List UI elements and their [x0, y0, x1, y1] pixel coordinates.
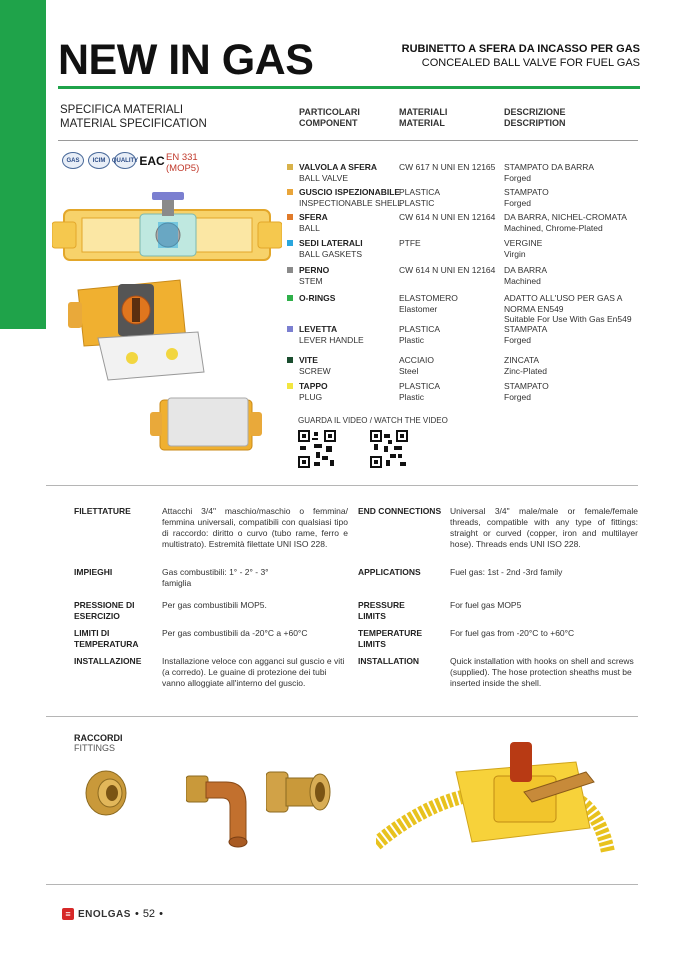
detail-text-en: Fuel gas: 1st - 2nd -3rd family	[450, 567, 563, 577]
material-en: Plastic	[399, 334, 425, 345]
component-en: STEM	[299, 275, 323, 286]
component-it: VALVOLA A SFERA	[299, 162, 378, 172]
footer	[62, 908, 163, 920]
detail-text-it: Per gas combustibili MOP5.	[162, 600, 267, 610]
col-head-material	[399, 107, 447, 129]
page-title: NEW IN GAS	[58, 36, 314, 84]
component-en: BALL	[299, 222, 320, 233]
description-it: STAMPATO	[504, 381, 549, 391]
description-it: STAMPATO	[504, 187, 549, 197]
color-swatch	[287, 214, 293, 220]
standard-label	[166, 152, 199, 174]
description-it: DA BARRA	[504, 265, 547, 275]
color-swatch	[287, 357, 293, 363]
material-it: PLASTICA	[399, 324, 441, 334]
page-number: 52	[142, 908, 156, 920]
color-swatch	[287, 383, 293, 389]
eac-cert-icon: EAC	[139, 153, 165, 168]
component-en: BALL GASKETS	[299, 248, 362, 259]
col-head-component-it: PARTICOLARI	[299, 107, 360, 117]
section-divider	[46, 485, 638, 486]
material-en: PLASTIC	[399, 197, 435, 208]
material-it: ELASTOMERO	[399, 293, 458, 303]
color-swatch	[287, 267, 293, 273]
standard-line1: EN 331	[166, 152, 198, 163]
spec-divider	[58, 140, 638, 141]
detail-label-en: APPLICATIONS	[358, 567, 421, 577]
component-en: PLUG	[299, 391, 323, 402]
nut-fitting-illustration	[84, 768, 128, 818]
detail-label-it: LIMITI DI TEMPERATURA	[74, 628, 139, 649]
col-head-material-en: MATERIAL	[399, 118, 445, 128]
footer-brand: ENOLGAS	[78, 908, 131, 920]
component-it: SFERA	[299, 212, 328, 222]
product-name	[402, 43, 640, 69]
description-en: Suitable For Use With Gas En549	[504, 314, 632, 324]
material-it: PTFE	[399, 238, 421, 248]
col-head-component-en: COMPONENT	[299, 118, 358, 128]
valve-box-open-illustration	[68, 276, 208, 384]
component-en: INSPECTIONABLE SHELL	[299, 197, 402, 208]
material-it: CW 617 N UNI EN 12165	[399, 162, 496, 172]
color-swatch	[287, 189, 293, 195]
description-it: DA BARRA, NICHEL-CROMATA	[504, 212, 627, 222]
elbow-fitting-illustration	[186, 772, 258, 850]
component-en: BALL VALVE	[299, 172, 348, 183]
spec-title-en: MATERIAL SPECIFICATION	[60, 118, 207, 130]
col-head-component	[299, 107, 360, 129]
valve-cutaway-illustration	[52, 192, 282, 268]
description-en: Forged	[504, 172, 531, 183]
fittings-title	[74, 733, 123, 753]
color-swatch	[287, 240, 293, 246]
bullet-icon: •	[159, 908, 163, 920]
description-it: STAMPATA	[504, 324, 548, 334]
detail-text-it: Gas combustibili: 1° - 2° - 3° famiglia	[162, 567, 269, 588]
detail-text-en: Quick installation with hooks on shell and screws (supplied). The hose protection sheaths must be inserted inside the shell.	[450, 656, 634, 688]
standard-line2: (MOP5)	[166, 163, 200, 174]
detail-text-it: Per gas combustibili da -20°C a +60°C	[162, 628, 308, 638]
description-en: Zinc-Plated	[504, 365, 547, 376]
detail-label-en: END CONNECTIONS	[358, 506, 442, 516]
qr-code-icon[interactable]	[298, 430, 336, 468]
fittings-title-en: FITTINGS	[74, 743, 115, 753]
product-name-en: CONCEALED BALL VALVE FOR FUEL GAS	[421, 57, 640, 69]
qr-code-icon[interactable]	[370, 430, 408, 468]
female-elbow-fitting-illustration	[266, 768, 332, 820]
detail-text-it: Installazione veloce con agganci sul guscio e viti (a corredo). Le guaine di protezione dei tubi vanno alloggiate all'interno del guscio.	[162, 656, 345, 688]
product-name-it: RUBINETTO A SFERA DA INCASSO PER GAS	[401, 43, 640, 55]
color-swatch	[287, 164, 293, 170]
description-en: Virgin	[504, 248, 526, 259]
detail-text-en: Universal 3/4" male/male or female/female threads, compatible with any type of fittings: straight or curved (copper, iron and multilayer hose). Threads ends UNI ISO 228.	[450, 506, 638, 549]
description-it: VERGINE	[504, 238, 543, 248]
installed-valve-illustration	[376, 732, 630, 870]
material-en: Steel	[399, 365, 419, 376]
component-it: LEVETTA	[299, 324, 338, 334]
description-it: STAMPATO DA BARRA	[504, 162, 595, 172]
description-en: Machined, Chrome-Plated	[504, 222, 603, 233]
detail-label-en: TEMPERATURE LIMITS	[358, 628, 423, 649]
component-en: LEVER HANDLE	[299, 334, 364, 345]
col-head-description-en: DESCRIPTION	[504, 118, 566, 128]
component-it: TAPPO	[299, 381, 328, 391]
description-en: Forged	[504, 391, 531, 402]
component-it: VITE	[299, 355, 318, 365]
component-it: PERNO	[299, 265, 330, 275]
icim-cert-icon: ICIM	[88, 152, 110, 169]
enolgas-logo-icon: ≡	[62, 908, 74, 920]
certification-logos	[62, 152, 164, 169]
col-head-description	[504, 107, 566, 129]
col-head-description-it: DESCRIZIONE	[504, 107, 566, 117]
color-swatch	[287, 326, 293, 332]
detail-label-en: PRESSURE LIMITS	[358, 600, 405, 621]
quality-cert-icon: QUALITY	[114, 152, 136, 169]
component-en: SCREW	[299, 365, 331, 376]
detail-label-en: INSTALLATION	[358, 656, 420, 666]
material-it: ACCIAIO	[399, 355, 434, 365]
material-it: PLASTICA	[399, 187, 441, 197]
bullet-icon: •	[134, 908, 139, 920]
col-head-material-it: MATERIALI	[399, 107, 448, 117]
material-en: Plastic	[399, 391, 425, 402]
valve-box-closed-illustration	[150, 394, 262, 460]
detail-label-it: FILETTATURE	[74, 506, 131, 516]
material-it: PLASTICA	[399, 381, 441, 391]
detail-text-it: Attacchi 3/4" maschio/maschio o femmina/ femmina universali, compatibili con qualsiasi tipo di raccordo: diritto o curvo (tubo rame, ferro e multistrato). Estremità filettate UNI ISO 228.	[162, 506, 348, 549]
spec-title	[60, 103, 207, 131]
description-it: ADATTO ALL'USO PER GAS A	[504, 293, 623, 303]
material-en: Elastomer	[399, 303, 438, 314]
detail-label-it: INSTALLAZIONE	[74, 656, 142, 666]
component-it: O-RINGS	[299, 293, 336, 303]
detail-label-it: IMPIEGHI	[74, 567, 113, 577]
fittings-title-it: RACCORDI	[74, 733, 123, 743]
description-it: ZINCATA	[504, 355, 540, 365]
component-it: SEDI LATERALI	[299, 238, 363, 248]
material-it: CW 614 N UNI EN 12164	[399, 265, 496, 275]
gas-cert-icon: GAS	[62, 152, 84, 169]
description-it-2: NORMA EN549	[504, 303, 564, 314]
footer-divider	[46, 884, 638, 885]
video-label: GUARDA IL VIDEO / WATCH THE VIDEO	[298, 416, 448, 425]
detail-text-en: For fuel gas MOP5	[450, 600, 522, 610]
material-it: CW 614 N UNI EN 12164	[399, 212, 496, 222]
description-en: Forged	[504, 334, 531, 345]
color-swatch	[287, 295, 293, 301]
detail-label-it: PRESSIONE DI ESERCIZIO	[74, 600, 135, 621]
spec-title-it: SPECIFICA MATERIALI	[60, 104, 184, 116]
component-it: GUSCIO ISPEZIONABILE	[299, 187, 401, 197]
green-side-bar	[0, 0, 46, 329]
title-divider	[58, 86, 640, 89]
description-en: Forged	[504, 197, 531, 208]
description-en: Machined	[504, 275, 541, 286]
section-divider	[46, 716, 638, 717]
detail-text-en: For fuel gas from -20°C to +60°C	[450, 628, 575, 638]
